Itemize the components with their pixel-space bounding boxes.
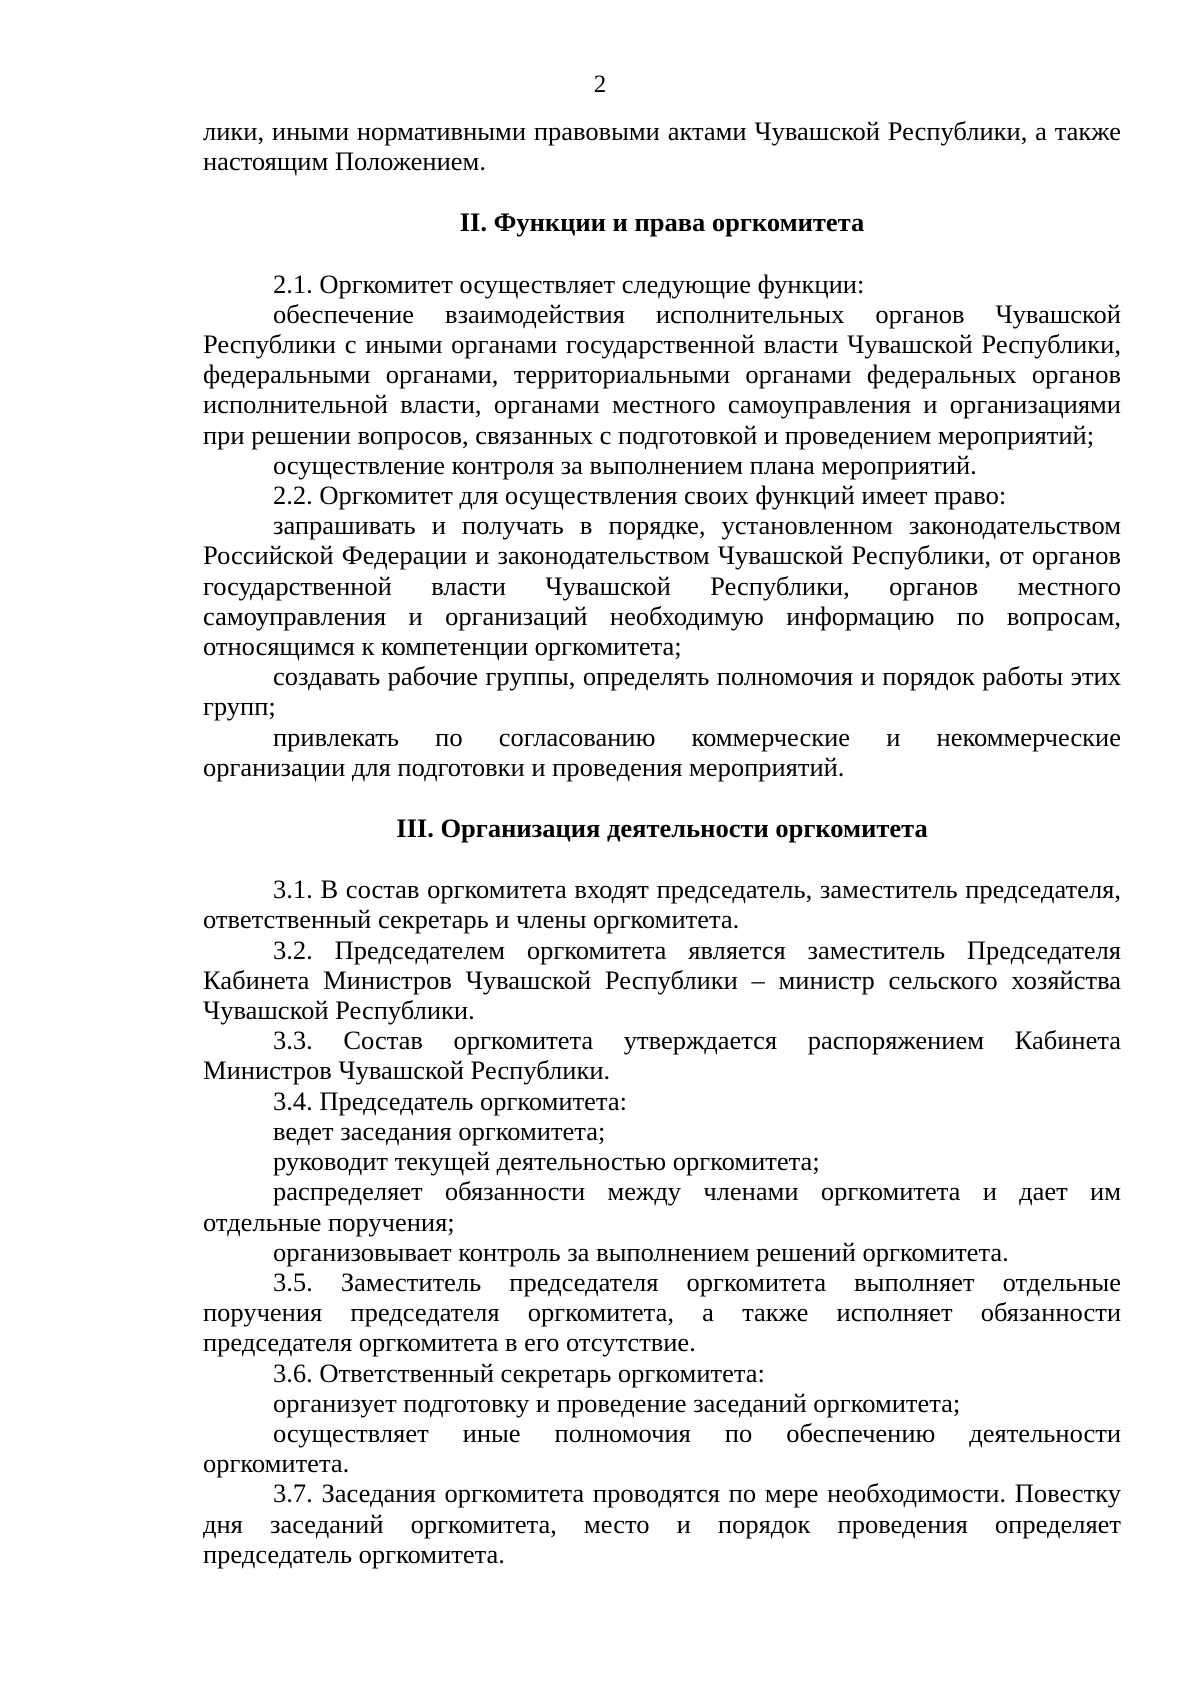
paragraph-2-2-item-3: привлекать по согласованию коммерческие и некоммерческие организации для подготовки и проведения мероприятий. [203,721,1121,782]
page-number: 2 [593,71,607,98]
paragraph-3-6-item-2: осуществляет иные полномочия по обеспечению деятельности оргкомитета. [203,1417,1121,1479]
paragraph-3-7: 3.7. Заседания оргкомитета проводятся по мере необходимости. Повестку дня заседаний оргкомитета, место и порядок проведения определяет председатель оргкомитета. [203,1478,1121,1569]
paragraph-2-2: 2.2. Оргкомитет для осуществления своих функций имеет право: [273,480,1007,511]
paragraph-3-2: 3.2. Председателем оргкомитета является заместитель Председателя Кабинета Министров Чувашской Республики – министр сельского хозяйства Чувашской Республики. [203,934,1121,1026]
paragraph-3-4: 3.4. Председатель оргкомитета: [273,1085,627,1116]
paragraph-2-2-item-2: создавать рабочие группы, определять полномочия и порядок работы этих групп; [203,661,1121,722]
intro-paragraph: лики, иными нормативными правовыми актами Чувашской Республики, а также настоящим Положением. [203,116,1121,177]
paragraph-3-6: 3.6. Ответственный секретарь оргкомитета: [273,1357,765,1388]
paragraph-2-1: 2.1. Оргкомитет осуществляет следующие функции: [273,268,865,299]
section-3-heading: III. Организация деятельности оргкомитета [396,813,928,844]
paragraph-3-1: 3.1. В состав оргкомитета входят председатель, заместитель председателя, ответственный секретарь и члены оргкомитета. [203,874,1121,935]
paragraph-3-5: 3.5. Заместитель председателя оргкомитета выполняет отдельные поручения председателя оргкомитета, а также исполняет обязанности председателя оргкомитета в его отсутствие. [203,1266,1121,1358]
paragraph-2-1-item-2: осуществление контроля за выполнением плана мероприятий. [273,449,977,480]
paragraph-3-4-item-2: руководит текущей деятельностью оргкомитета; [273,1146,820,1177]
paragraph-3-4-item-3: распределяет обязанности между членами оргкомитета и дает им отдельные поручения; [203,1176,1121,1237]
paragraph-3-4-item-1: ведет заседания оргкомитета; [273,1115,606,1146]
paragraph-3-6-item-1: организует подготовку и проведение заседаний оргкомитета; [273,1387,961,1418]
document-body [203,116,1121,1569]
paragraph-2-1-item-1: обеспечение взаимодействия исполнительных органов Чувашской Республики с иными органами государственной власти Чувашской Республики, федеральными органами, территориальными органами федеральных органов исполнительной власти, органами местного самоуправления и организациями при решении вопросов, связанных с подготовкой и проведением мероприятий; [203,298,1121,450]
paragraph-3-4-item-4: организовывает контроль за выполнением решений оргкомитета. [273,1236,1009,1267]
section-2-heading: II. Функции и права оргкомитета [459,207,865,238]
paragraph-2-2-item-1: запрашивать и получать в порядке, установленном законодательством Российской Федерации и законодательством Чувашской Республики, от органов государственной власти Чувашской Республики, органов местного самоуправления и организаций необходимую информацию по вопросам, относящимся к компетенции оргкомитета; [203,510,1121,662]
paragraph-3-3: 3.3. Состав оргкомитета утверждается распоряжением Кабинета Министров Чувашской Республики. [203,1025,1121,1086]
